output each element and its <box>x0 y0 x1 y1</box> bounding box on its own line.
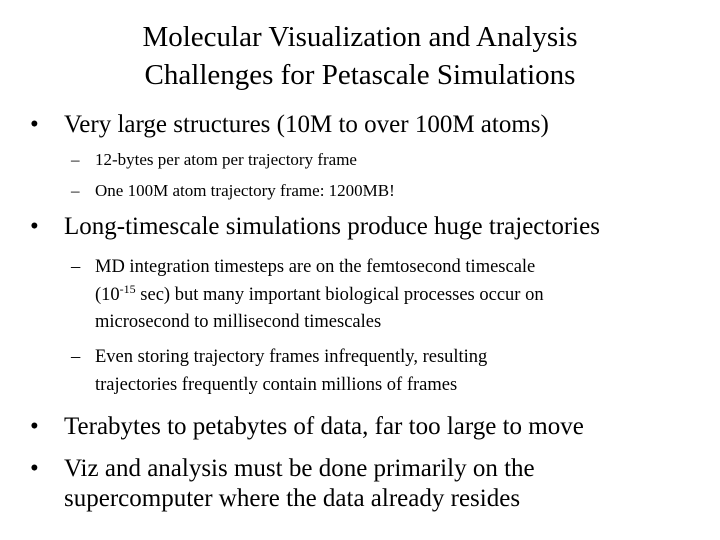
bullet-line: Viz and analysis must be done primarily on the <box>64 455 535 482</box>
sub-bullet-marker: – <box>71 181 80 200</box>
sub-bullet-text: One 100M atom trajectory frame: 1200MB! <box>95 181 395 200</box>
bullet-marker: • <box>30 213 39 240</box>
sub-bullet-text <box>95 344 487 399</box>
sub-bullet-marker: – <box>71 257 81 277</box>
sub-bullet-marker: – <box>71 347 81 367</box>
sub-bullet-fragment: (10 <box>95 284 120 305</box>
sub-bullet-line: Even storing trajectory frames infrequently, resulting <box>95 347 488 367</box>
slide-title-line-2: Challenges for Petascale Simulations <box>144 59 576 91</box>
sub-bullet-text: 12-bytes per atom per trajectory frame <box>95 150 357 169</box>
sub-bullet-fragment: sec) but many important biological processes occur on <box>135 284 544 305</box>
bullet-text: Terabytes to petabytes of data, far too large to move <box>64 413 584 440</box>
bullet-marker: • <box>30 111 39 138</box>
bullet-text: Long-timescale simulations produce huge trajectories <box>64 213 600 240</box>
sub-bullet-line <box>95 282 544 310</box>
sub-bullet-marker: – <box>71 150 80 169</box>
sub-bullet-text <box>95 254 544 337</box>
bullet-marker: • <box>30 455 39 482</box>
bullet-marker: • <box>30 413 39 440</box>
bullet-line: supercomputer where the data already resides <box>64 485 521 512</box>
exponent: -15 <box>119 281 136 296</box>
sub-bullet-line: MD integration timesteps are on the femtosecond timescale <box>95 257 536 277</box>
sub-bullet-line: microsecond to millisecond timescales <box>95 312 382 332</box>
slide-title-line-1: Molecular Visualization and Analysis <box>142 21 578 53</box>
sub-bullet-line: trajectories frequently contain millions of frames <box>95 374 458 395</box>
bullet-text <box>64 454 535 514</box>
bullet-text: Very large structures (10M to over 100M atoms) <box>64 111 549 138</box>
